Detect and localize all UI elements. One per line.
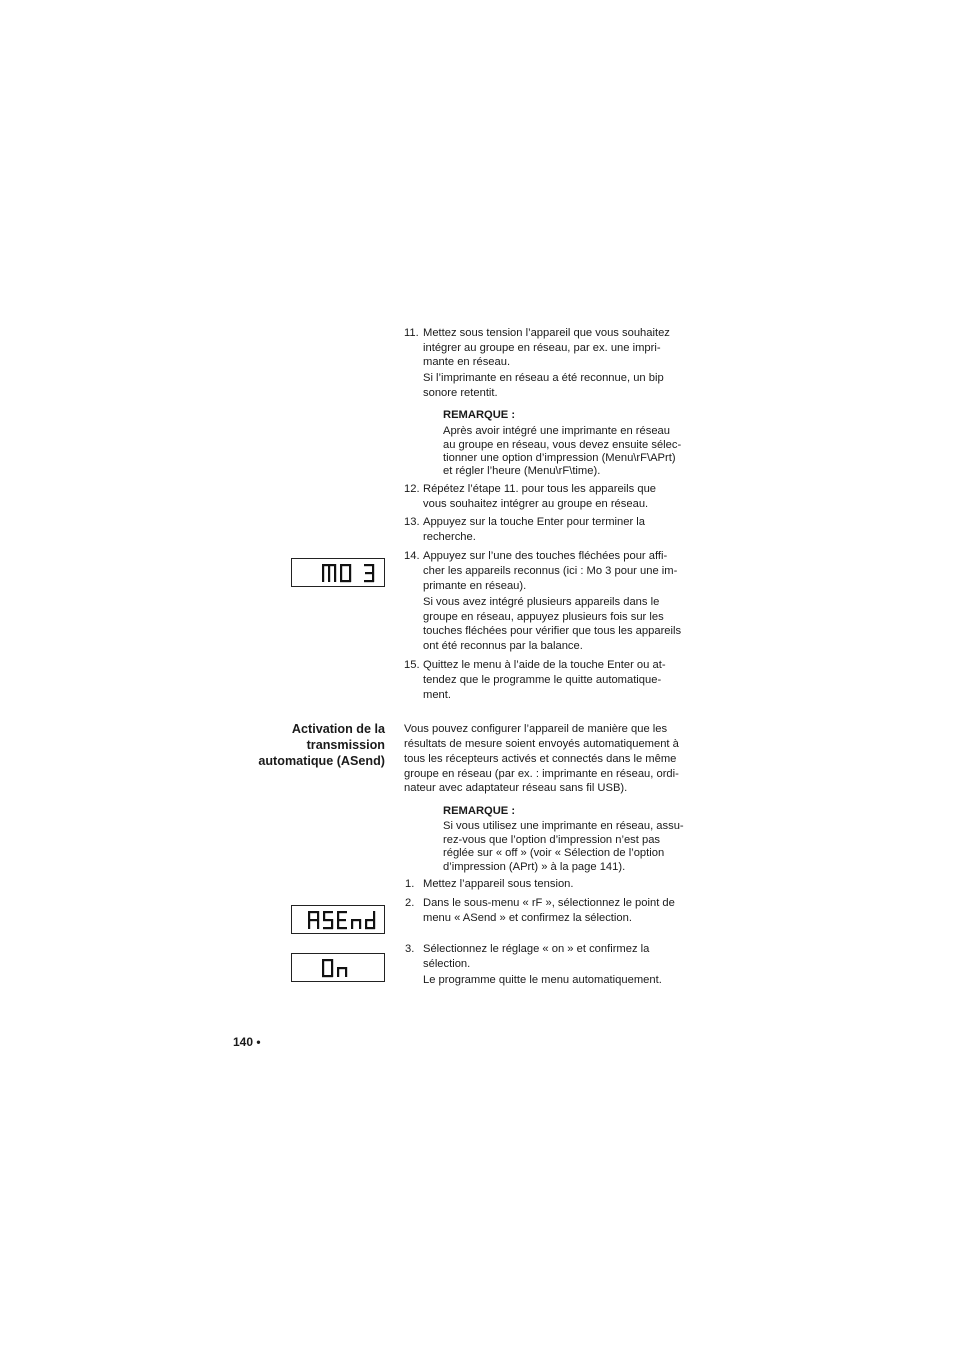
step-14-line: groupe en réseau, appuyez plusieurs fois sur les: [423, 611, 664, 623]
step-11-line: Mettez sous tension l’appareil que vous souhaitez: [423, 327, 670, 339]
step-number: 1.: [405, 878, 415, 890]
step-11-line: Si l’imprimante en réseau a été reconnue, un bip: [423, 372, 664, 384]
section-heading-line: transmission: [306, 738, 385, 752]
section-heading: [258, 721, 385, 769]
step-1-line: Mettez l’appareil sous tension.: [423, 878, 574, 890]
lcd-segments: [292, 906, 386, 935]
step-14-line: touches fléchées pour vérifier que tous les appareils: [423, 625, 682, 637]
note-line: réglée sur « off » (voir « Sélection de l’option: [443, 847, 665, 859]
step-number: 3.: [405, 943, 415, 955]
intro-line: Vous pouvez configurer l’appareil de manière que les: [404, 723, 668, 735]
intro-line: groupe en réseau (par ex. : imprimante en réseau, ordi-: [404, 768, 679, 780]
page-number: 140 •: [233, 1035, 261, 1049]
step-14-line: Si vous avez intégré plusieurs appareils dans le: [423, 596, 660, 608]
step-number: 13.: [404, 516, 420, 528]
step-14-line: primante en réseau).: [423, 580, 527, 592]
lcd-display-asend: [291, 905, 385, 934]
step-12-line: Répétez l’étape 11. pour tous les appareils que: [423, 483, 657, 495]
step-12-line: vous souhaitez intégrer au groupe en réseau.: [423, 498, 649, 510]
step-number: 14.: [404, 550, 420, 562]
step-number: 12.: [404, 483, 420, 495]
step-15-line: tendez que le programme le quitte automatique-: [423, 674, 662, 686]
note-line: Si vous utilisez une imprimante en réseau, assu-: [443, 820, 684, 832]
step-number: 11.: [404, 327, 419, 339]
lcd-display-on: [291, 953, 385, 982]
step-3-line: Le programme quitte le menu automatiquement.: [423, 974, 662, 986]
lcd-display-mo3: [291, 558, 385, 587]
step-14-line: Appuyez sur l’une des touches fléchées pour affi-: [423, 550, 668, 562]
step-2-line: menu « ASend » et confirmez la sélection.: [423, 912, 632, 924]
step-15-line: Quittez le menu à l’aide de la touche Enter ou at-: [423, 659, 666, 671]
step-11-line: intégrer au groupe en réseau, par ex. une impri-: [423, 342, 661, 354]
note-title: REMARQUE :: [443, 409, 516, 421]
note-line: Après avoir intégré une imprimante en réseau: [443, 425, 670, 437]
note-line: rez-vous que l’option d’impression n’est pas: [443, 834, 661, 846]
intro-line: nateur avec adaptateur réseau sans fil USB).: [404, 782, 628, 794]
note-title: REMARQUE :: [443, 805, 516, 817]
step-14-line: ont été reconnus par la balance.: [423, 640, 583, 652]
step-15-line: ment.: [423, 689, 451, 701]
step-2-line: Dans le sous-menu « rF », sélectionnez le point de: [423, 897, 675, 909]
note-line: tionner une option d’impression (Menu\rF\APrt): [443, 452, 676, 464]
note-line: d’impression (APrt) » à la page 141).: [443, 861, 626, 873]
intro-line: tous les récepteurs activés et connectés dans le même: [404, 753, 677, 765]
step-13-line: Appuyez sur la touche Enter pour terminer la: [423, 516, 646, 528]
step-11-line: sonore retentit.: [423, 387, 498, 399]
lcd-segments: [292, 559, 386, 588]
note-line: au groupe en réseau, vous devez ensuite sélec-: [443, 439, 682, 451]
section-heading-line: Activation de la: [291, 722, 385, 736]
intro-line: résultats de mesure soient envoyés automatiquement à: [404, 738, 679, 750]
step-11-line: mante en réseau.: [423, 356, 511, 368]
section-heading-line: automatique (ASend): [258, 754, 385, 768]
step-number: 15.: [404, 659, 420, 671]
lcd-segments: [292, 954, 386, 983]
step-3-line: Sélectionnez le réglage « on » et confirmez la: [423, 943, 650, 955]
step-3-line: sélection.: [423, 958, 471, 970]
step-number: 2.: [405, 897, 415, 909]
step-14-line: cher les appareils reconnus (ici : Mo 3 pour une im-: [423, 565, 678, 577]
note-line: et régler l’heure (Menu\rF\time).: [443, 465, 601, 477]
step-13-line: recherche.: [423, 531, 476, 543]
